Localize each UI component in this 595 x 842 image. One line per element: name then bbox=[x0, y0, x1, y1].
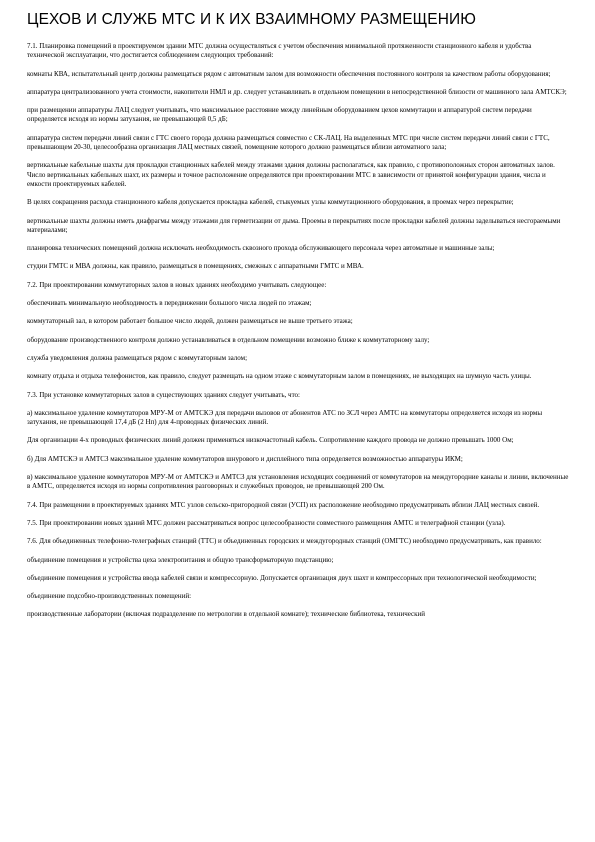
paragraph: вертикальные кабельные шахты для прокладки станционных кабелей между этажами здания должны располагаться, как правило, с противоположных сторон автоматных залов. Число вертикальных кабельных шахт, их размеры и точное расположение определяются при проектировании МТС в зависимости от принятой конфигурации здания, числа и емкости проектируемых кабелей. bbox=[27, 161, 555, 188]
paragraph: 7.5. При проектировании новых зданий МТС должен рассматриваться вопрос целесообразности совместного размещения АМТС и телеграфной станции (узла). bbox=[27, 518, 506, 527]
paragraph: планировка технических помещений должна исключать необходимость сквозного прохода обслуживающего персонала через автоматные и машинные залы; bbox=[27, 244, 495, 253]
paragraph: 7.1. Планировка помещений в проектируемом здании МТС должна осуществляться с учетом обеспечения минимальной протяженности станционного кабеля и удобства технической эксплуатации, что достигается соблюдением следующих требований: bbox=[27, 42, 532, 60]
paragraph: в) максимальное удаление коммутаторов МРУ-М от АМТСКЭ и АМТСЗ для установления исходящих соединений от коммутаторов на междугородние каналы и линии, включенные в АМТС, определяется исходя из нормы сопротивления разговорных и служебных проводов, не превышающей 200 Ом. bbox=[27, 473, 569, 491]
paragraph: В целях сокращения расхода станционного кабеля допускается прокладка кабелей, стыкуемых узлы коммутационного оборудования, в проемах через перекрытие; bbox=[27, 198, 514, 207]
paragraph: 7.2. При проектировании коммутаторных залов в новых зданиях необходимо учитывать следующее: bbox=[27, 280, 327, 289]
paragraph: аппаратура систем передачи линий связи с ГТС своего города должна размещаться совместно с СК-ЛАЦ. На выделенных МТС при числе систем передачи линий связи с ГТС, превышающем 20-30, целесообразна организация ЛАЦ местных связей, помещение которого должно размещаться вблизи автоматного зала; bbox=[27, 133, 550, 152]
paragraph: а) максимальное удаление коммутаторов МРУ-М от АМТСКЭ для передачи вызовов от абонентов АТС по ЗСЛ через АМТС на коммутаторы определяется исходя из нормы затухания, не превышающей 17,4 дБ (2 Нп) для 4-проводных физических линий. bbox=[27, 408, 543, 427]
paragraph: служба уведомления должна размещаться рядом с коммутаторным залом; bbox=[27, 353, 248, 362]
paragraph: объединение помещения и устройства цеха электропитания и общую трансформаторную подстанцию; bbox=[27, 555, 334, 564]
paragraph: объединение подсобно-производственных помещений: bbox=[27, 592, 192, 601]
document-body bbox=[27, 42, 569, 620]
document-page bbox=[27, 10, 569, 629]
paragraph: Для организации 4-х проводных физических линий должен применяться низкочастотный кабель. Сопротивление каждого провода не должно превышать 1000 Ом; bbox=[27, 436, 514, 445]
paragraph: комнаты КВА, испытательный центр должны размещаться рядом с автоматным залом для возможности обеспечения постоянного контроля за качеством работы оборудования; bbox=[27, 69, 551, 78]
paragraph: оборудование производственного контроля должно устанавливаться в отдельном помещении возможно ближе к коммутаторному залу; bbox=[27, 335, 430, 344]
paragraph: комнату отдыха и отдыха телефонистов, как правило, следует размещать на одном этаже с коммутаторным залом в помещениях, не выходящих на шумную часть улицы. bbox=[27, 372, 532, 381]
paragraph: обеспечивать минимальную необходимость в передвижении большого числа людей по этажам; bbox=[27, 299, 312, 308]
paragraph: вертикальные шахты должны иметь диафрагмы между этажами для герметизации от дыма. Проемы в перекрытиях после прокладки кабелей должны заделываться несгораемыми материалами; bbox=[27, 216, 561, 234]
paragraph: 7.3. При установке коммутаторных залов в существующих зданиях следует учитывать, что: bbox=[27, 390, 300, 399]
paragraph: коммутаторный зал, в котором работает большое число людей, должен размещаться не выше третьего этажа; bbox=[27, 317, 353, 326]
paragraph: при размещении аппаратуры ЛАЦ следует учитывать, что максимальное расстояние между линейным оборудованием цехов коммутации и аппаратурой систем передачи определяется исходя из нормы затухания, не превышающей 0,5 дБ; bbox=[27, 106, 532, 124]
paragraph: объединение помещения и устройства ввода кабелей связи и компрессорную. Допускается организация двух шахт и компрессорных при технологической необходимости; bbox=[27, 573, 537, 582]
paragraph: 7.6. Для объединенных телефонно-телеграфных станций (ТТС) и объединенных городских и междугородных станций (ОМГТС) необходимо предусматривать, как правило: bbox=[27, 537, 542, 546]
paragraph: б) Для АМТСКЭ и АМТСЗ максимальное удаление коммутаторов шнурового и дисплейного типа определяется возможностью аппаратуры ИКМ; bbox=[27, 454, 463, 463]
paragraph: аппаратура централизованного учета стоимости, накопители НМЛ и др. следует устанавливать в отдельном помещении в непосредственной близости от машинного зала АМТСКЭ; bbox=[27, 87, 567, 96]
page-title: ЦЕХОВ И СЛУЖБ МТС И К ИХ ВЗАИМНОМУ РАЗМЕЩЕНИЮ bbox=[27, 11, 477, 28]
paragraph: 7.4. При размещении в проектируемых зданиях МТС узлов сельско-пригородной связи (УСП) их расположение необходимо предусматривать вблизи ЛАЦ местных связей. bbox=[27, 500, 540, 509]
paragraph: производственные лаборатории (включая подразделение по метрологии в отдельной комнате); технические библиотека, технический bbox=[27, 610, 425, 619]
paragraph: студии ГМТС и МВА должны, как правило, размещаться в помещениях, смежных с аппаратными ГМТС и МВА. bbox=[27, 262, 364, 271]
